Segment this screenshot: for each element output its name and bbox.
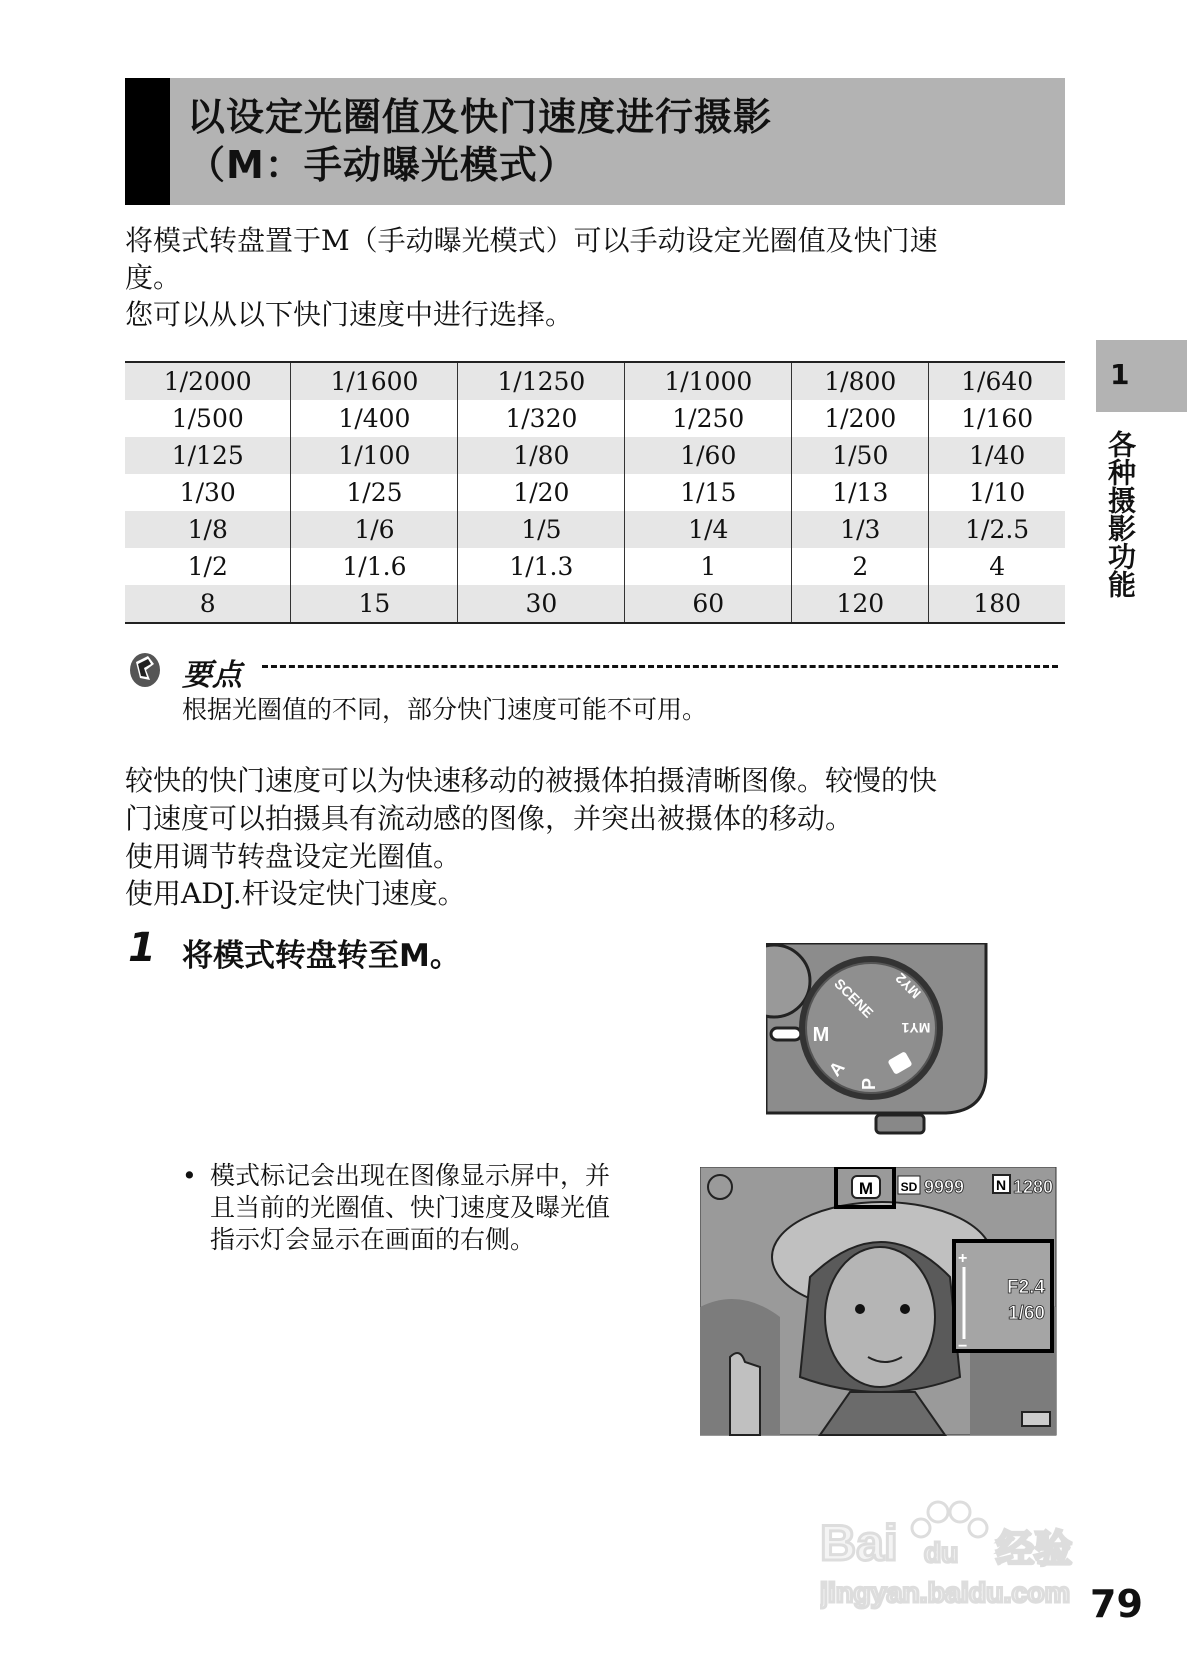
paragraph-line2: 门速度可以拍摄具有流动感的图像，并突出被摄体的移动。 — [125, 802, 854, 835]
table-row — [125, 437, 1065, 474]
lcd-mode-indicator: M — [858, 1179, 874, 1198]
table-cell: 1/200 — [792, 400, 929, 437]
dial-label-my1: MY1 — [901, 1020, 931, 1036]
table-cell: 1/6 — [291, 511, 458, 548]
table-cell: 1/100 — [291, 437, 458, 474]
lcd-screen-illustration — [700, 1167, 1058, 1437]
table-cell: 1/2000 — [125, 362, 291, 400]
table-cell: 1/1250 — [458, 362, 625, 400]
intro-line2: 度。 — [125, 261, 182, 294]
step-text: 将模式转盘转至M。 — [182, 938, 461, 974]
table-cell: 1/15 — [625, 474, 792, 511]
table-cell: 1/500 — [171, 404, 244, 433]
paragraph-line4: 使用ADJ.杆设定快门速度。 — [125, 877, 466, 910]
table-cell: 1/30 — [179, 478, 236, 507]
table-cell: 1/25 — [291, 474, 458, 511]
dial-label-m: M — [812, 1024, 830, 1046]
shutter-speed-table — [125, 361, 1065, 624]
table-cell: 1/20 — [458, 474, 625, 511]
table-cell: 1 — [625, 548, 792, 585]
table-cell: 1/2 — [187, 552, 228, 581]
table-cell: 1/50 — [792, 437, 929, 474]
chapter-tab — [1096, 340, 1187, 412]
battery-icon — [1022, 1412, 1050, 1426]
table-cell: 1/640 — [929, 362, 1065, 400]
table-cell: 1/2.5 — [929, 511, 1065, 548]
table-cell: 1/3 — [792, 511, 929, 548]
table-cell: 1/320 — [458, 400, 625, 437]
baidu-watermark — [820, 1490, 1082, 1624]
table-cell: 1/250 — [625, 400, 792, 437]
section-title-bar — [125, 78, 1065, 205]
svg-text:+: + — [958, 1250, 968, 1267]
dial-label-scene: SCENE — [831, 975, 877, 1021]
dial-label-my2: MY2 — [892, 970, 924, 1002]
svg-text:jingyan.baidu.com: jingyan.baidu.com — [820, 1577, 1070, 1608]
table-cell: 1/5 — [458, 511, 625, 548]
intro-line3: 您可以从以下快门速度中进行选择。 — [125, 298, 574, 331]
section-title-line1: 以设定光圈值及快门速度进行摄影 — [187, 95, 773, 139]
table-row — [125, 400, 1065, 437]
mode-dial-illustration — [766, 943, 990, 1135]
paragraph-line3: 使用调节转盘设定光圈值。 — [125, 840, 462, 873]
table-row — [125, 474, 1065, 511]
table-cell: 1/1000 — [625, 362, 792, 400]
table-cell: 1/1.6 — [291, 548, 458, 585]
chapter-label: 各种摄影功能 — [1104, 430, 1137, 598]
lcd-aperture: F2.4 — [1006, 1277, 1045, 1298]
intro-line1: 将模式转盘置于M（手动曝光模式）可以手动设定光圈值及快门速 — [125, 224, 938, 257]
table-cell: 1/1.3 — [458, 548, 625, 585]
note-divider — [262, 665, 1058, 668]
svg-text:Bai: Bai — [820, 1515, 898, 1571]
section-title-line2: （M：手动曝光模式） — [187, 143, 577, 187]
table-row — [125, 362, 1065, 400]
svg-text:经验: 经验 — [996, 1529, 1073, 1571]
table-row — [125, 511, 1065, 548]
table-cell: 60 — [625, 585, 792, 623]
table-cell: 1/60 — [625, 437, 792, 474]
page-number: 79 — [1090, 1582, 1143, 1626]
table-cell: 120 — [792, 585, 929, 623]
lcd-image-size: 1280 — [1013, 1177, 1054, 1197]
table-row — [125, 548, 1065, 585]
dial-label-a: A — [824, 1057, 849, 1081]
step-number: 1 — [128, 925, 156, 971]
title-accent-strip — [125, 78, 170, 205]
table-cell: 15 — [291, 585, 458, 623]
chapter-number: 1 — [1110, 358, 1130, 391]
bullet-line1: 模式标记会出现在图像显示屏中，并 — [210, 1161, 611, 1190]
table-cell: 1/125 — [125, 437, 291, 474]
dial-label-p: P — [859, 1077, 879, 1091]
table-cell: 30 — [458, 585, 625, 623]
table-cell: 1/400 — [291, 400, 458, 437]
svg-text:−: − — [958, 1338, 968, 1355]
lcd-card-icon: SD — [900, 1180, 918, 1194]
bullet-line3: 指示灯会显示在画面的右侧。 — [210, 1225, 536, 1254]
table-cell: 1/800 — [792, 362, 929, 400]
table-cell: 8 — [125, 585, 291, 623]
bullet-line2: 且当前的光圈值、快门速度及曝光值 — [210, 1193, 611, 1222]
lcd-shutter-speed: 1/60 — [1008, 1303, 1045, 1324]
note-heading: 要点 — [182, 658, 242, 693]
table-cell: 2 — [792, 548, 929, 585]
table-cell: 1/10 — [929, 474, 1065, 511]
table-row — [125, 585, 1065, 623]
table-cell: 1/80 — [458, 437, 625, 474]
table-cell: 1/13 — [792, 474, 929, 511]
svg-text:du: du — [924, 1537, 959, 1568]
table-cell: 1/160 — [929, 400, 1065, 437]
paragraph-line1: 较快的快门速度可以为快速移动的被摄体拍摄清晰图像。较慢的快 — [125, 764, 938, 797]
table-cell: 1/1600 — [291, 362, 458, 400]
lcd-quality: N — [995, 1177, 1007, 1193]
table-cell: 4 — [929, 548, 1065, 585]
table-cell: 1/4 — [625, 511, 792, 548]
pointing-hand-icon — [128, 650, 162, 688]
note-text: 根据光圈值的不同，部分快门速度可能不可用。 — [182, 695, 708, 724]
table-cell: 1/8 — [125, 511, 291, 548]
bullet-dot: • — [182, 1161, 197, 1190]
lcd-remaining-shots: 9999 — [924, 1177, 965, 1197]
table-cell: 180 — [929, 585, 1065, 623]
table-cell: 1/40 — [929, 437, 1065, 474]
